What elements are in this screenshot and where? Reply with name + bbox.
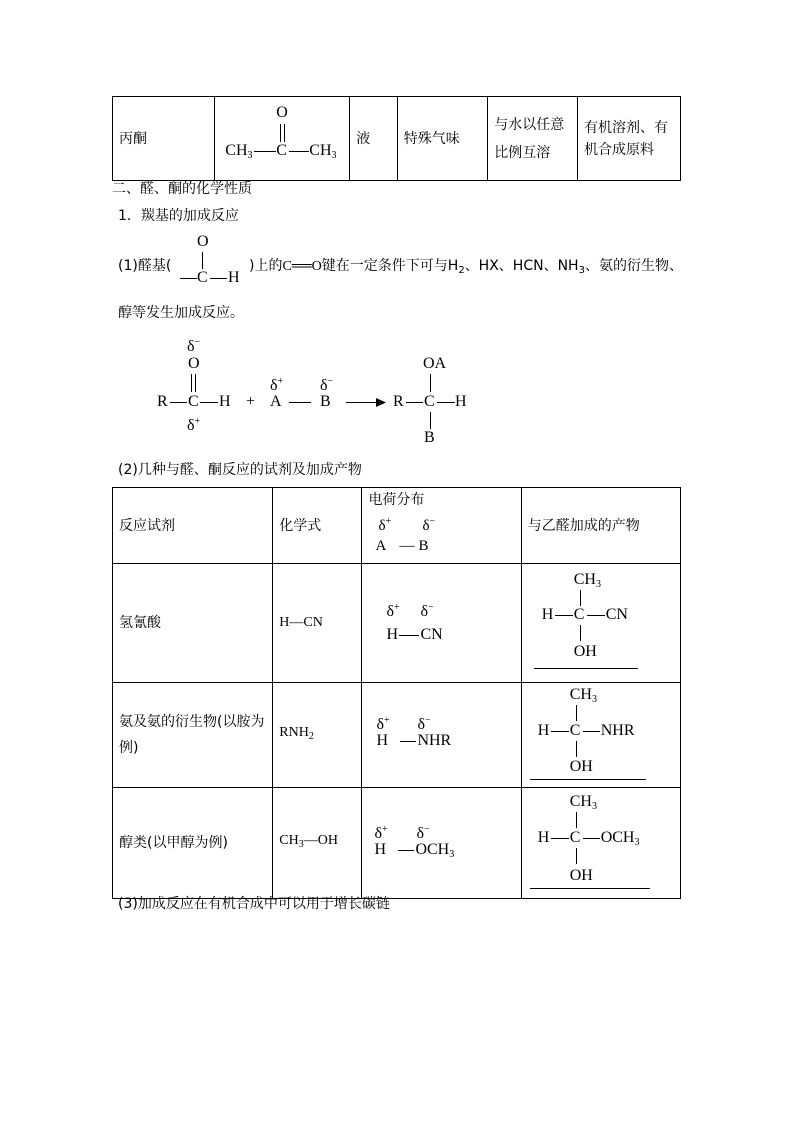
group-atom-o: O xyxy=(197,233,209,250)
cell-use xyxy=(578,97,681,181)
header-charge-label: 电荷分布 xyxy=(368,492,425,508)
row3-reagent: 醇类(以甲醇为例) xyxy=(113,788,273,899)
para1-line2: 醇等发生加成反应。 xyxy=(118,305,244,321)
cell-state xyxy=(350,97,397,181)
reactant-atom-c: C xyxy=(188,393,199,410)
reagents-table xyxy=(112,487,681,899)
table-header-row xyxy=(113,488,681,564)
solubility-text: 与水以任意比例互溶 xyxy=(494,116,565,161)
delta-minus-o: δ− xyxy=(187,337,201,355)
header-reagent: 反应试剂 xyxy=(113,488,273,564)
para2-heading: (2)几种与醛、酮反应的试剂及加成产物 xyxy=(118,462,362,478)
row2-product: $CH_3$ H C NHR OH xyxy=(521,683,680,788)
row2-formula: $RNH_2$ xyxy=(273,683,362,788)
odor-text: 特殊气味 xyxy=(403,130,460,147)
aldehyde-group-paragraph xyxy=(0,230,794,290)
row1-formula: H—CN xyxy=(273,564,362,683)
properties-table-top xyxy=(112,96,681,181)
para1-prefix: (1)醛基( xyxy=(118,258,172,274)
table-row xyxy=(113,788,681,899)
row1-charge: δ+ δ− H CN xyxy=(362,564,521,683)
product-atom-r: R xyxy=(393,393,404,410)
header-formula: 化学式 xyxy=(273,488,362,564)
product-atom-b: B xyxy=(424,429,435,446)
row3-product: $CH_3$ H C $OCH_3$ OH xyxy=(521,788,680,899)
table-row xyxy=(113,683,681,788)
product-atom-c: C xyxy=(424,393,435,410)
header-product: 与乙醛加成的产物 xyxy=(521,488,680,564)
row2-reagent: 氨及氨的衍生物(以胺为例) xyxy=(113,683,273,788)
arrow-head-icon xyxy=(376,397,386,408)
reagent-atom-b: B xyxy=(320,393,331,410)
row3-charge: δ+ δ− H $OCH_3$ xyxy=(362,788,521,899)
state-text: 液 xyxy=(356,130,371,147)
use-text: 有机溶剂、有机合成原料 xyxy=(584,119,669,158)
cell-structure xyxy=(215,97,350,181)
addition-reaction-scheme xyxy=(0,330,794,450)
plus-sign: + xyxy=(246,393,256,410)
atom-ch3-left: $CH_3$ xyxy=(225,142,253,161)
section-heading-2: 二、醛、酮的化学性质 xyxy=(112,181,252,197)
delta-plus-a: δ+ xyxy=(270,376,284,394)
group-atom-c: C xyxy=(197,269,208,286)
atom-o: O xyxy=(276,104,288,121)
row3-formula: $CH_3—OH$ xyxy=(273,788,362,899)
reactant-atom-o: O xyxy=(188,355,200,372)
table-row xyxy=(113,564,681,683)
cell-solubility xyxy=(488,97,578,181)
row1-product: $CH_3$ H C CN OH xyxy=(521,564,680,683)
group-atom-h: H xyxy=(228,269,240,286)
acetone-structure xyxy=(215,97,349,180)
product-atom-oa: OA xyxy=(423,355,447,372)
para1-rest: )上的C══O键在一定条件下可与$H_2$、HX、HCN、$NH_3$、氨的衍生物、 xyxy=(249,258,683,276)
cell-name xyxy=(113,97,215,181)
reactant-atom-r: R xyxy=(157,393,168,410)
reagent-atom-a: A xyxy=(270,393,282,410)
delta-plus-c: δ+ xyxy=(187,416,201,434)
product-atom-h: H xyxy=(455,393,467,410)
reactant-atom-h: H xyxy=(219,393,231,410)
header-charge: 电荷分布 δ+ δ− A — B xyxy=(362,488,521,564)
atom-c: C xyxy=(276,142,287,159)
delta-minus-b: δ− xyxy=(320,376,334,394)
compound-name: 丙酮 xyxy=(119,130,147,147)
cell-odor xyxy=(397,97,488,181)
row2-charge: δ+ δ− H NHR xyxy=(362,683,521,788)
atom-ch3-right: $CH_3$ xyxy=(309,142,337,161)
subsection-heading-1: 1．羰基的加成反应 xyxy=(118,208,239,224)
para3-text: (3)加成反应在有机合成中可以用于增长碳链 xyxy=(118,896,390,912)
row1-reagent: 氢氰酸 xyxy=(113,564,273,683)
